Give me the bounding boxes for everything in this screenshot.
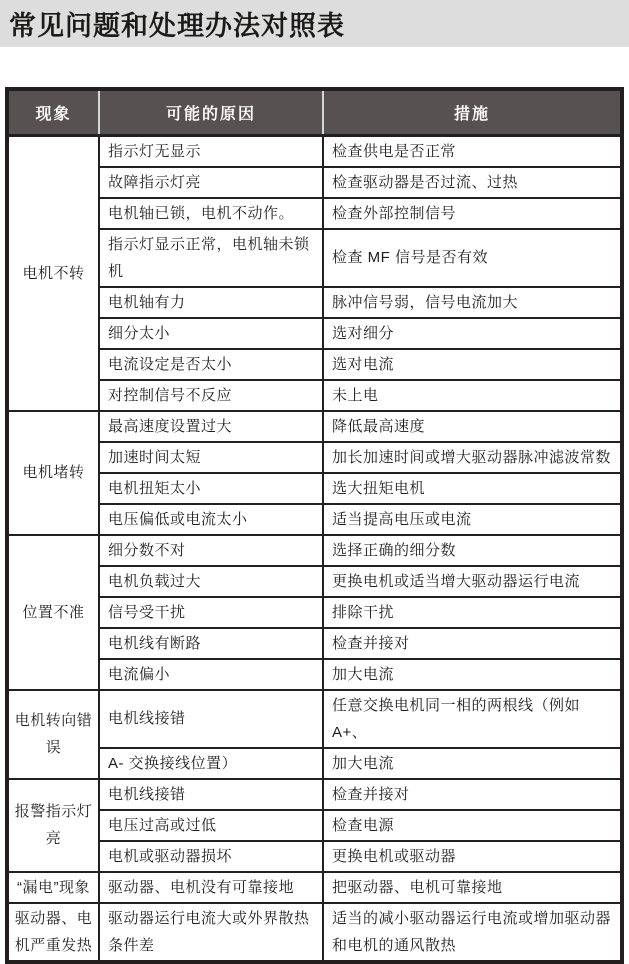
cause-cell: 驱动器运行电流大或外界散热条件差 [99, 903, 323, 962]
cause-cell: 电机负载过大 [99, 566, 323, 597]
table-row [7, 167, 622, 198]
action-cell: 降低最高速度 [323, 411, 622, 442]
table-row [7, 810, 622, 841]
phenomenon-group [7, 135, 622, 411]
table-row [7, 841, 622, 872]
action-cell: 检查供电是否正常 [323, 135, 622, 167]
cause-cell: 电机线接错 [99, 690, 323, 748]
action-cell: 检查驱动器是否过流、过热 [323, 167, 622, 198]
cause-cell: 电机或驱动器损坏 [99, 841, 323, 872]
table-row [7, 690, 622, 748]
cause-cell: 电流设定是否太小 [99, 349, 323, 380]
action-cell: 检查外部控制信号 [323, 198, 622, 229]
table-row [7, 748, 622, 779]
action-cell: 选大扭矩电机 [323, 473, 622, 504]
action-cell: 把驱动器、电机可靠接地 [323, 872, 622, 903]
column-header-phenomenon: 现象 [7, 89, 99, 135]
table-row [7, 504, 622, 535]
table-row [7, 872, 622, 903]
table-header-row [7, 89, 622, 135]
action-cell: 未上电 [323, 380, 622, 411]
action-cell: 脉冲信号弱，信号电流加大 [323, 287, 622, 318]
action-cell: 适当提高电压或电流 [323, 504, 622, 535]
action-cell: 更换电机或适当增大驱动器运行电流 [323, 566, 622, 597]
table-row [7, 349, 622, 380]
phenomenon-cell: 驱动器、电机严重发热 [7, 903, 99, 962]
page-title: 常见问题和处理办法对照表 [0, 0, 629, 47]
action-cell: 任意交换电机同一相的两根线（例如 A+、 [323, 690, 622, 748]
cause-cell: 电流偏小 [99, 659, 323, 690]
cause-cell: 信号受干扰 [99, 597, 323, 628]
phenomenon-cell: 电机堵转 [7, 411, 99, 535]
phenomenon-cell: 电机不转 [7, 135, 99, 411]
cause-cell: 电机扭矩太小 [99, 473, 323, 504]
cause-cell: 对控制信号不反应 [99, 380, 323, 411]
action-cell: 检查 MF 信号是否有效 [323, 229, 622, 287]
table-row [7, 628, 622, 659]
phenomenon-cell: 报警指示灯亮 [7, 779, 99, 872]
action-cell: 加大电流 [323, 748, 622, 779]
cause-cell: 细分数不对 [99, 535, 323, 566]
action-cell: 排除干扰 [323, 597, 622, 628]
table-row [7, 411, 622, 442]
column-header-cause: 可能的原因 [99, 89, 323, 135]
cause-cell: 指示灯显示正常，电机轴未锁机 [99, 229, 323, 287]
table-row [7, 566, 622, 597]
action-cell: 适当的减小驱动器运行电流或增加驱动器和电机的通风散热 [323, 903, 622, 962]
table-row [7, 473, 622, 504]
column-header-action: 措施 [323, 89, 622, 135]
cause-cell: 电机轴已锁，电机不动作。 [99, 198, 323, 229]
table-row [7, 903, 622, 962]
cause-cell: 电压偏低或电流太小 [99, 504, 323, 535]
cause-cell: 电压过高或过低 [99, 810, 323, 841]
cause-cell: 驱动器、电机没有可靠接地 [99, 872, 323, 903]
table-row [7, 135, 622, 167]
table-row [7, 659, 622, 690]
phenomenon-group [7, 690, 622, 779]
phenomenon-cell: “漏电”现象 [7, 872, 99, 903]
action-cell: 加大电流 [323, 659, 622, 690]
table-row [7, 198, 622, 229]
cause-cell: 电机轴有力 [99, 287, 323, 318]
table-row [7, 442, 622, 473]
phenomenon-group [7, 903, 622, 962]
phenomenon-cell: 位置不准 [7, 535, 99, 690]
action-cell: 检查并接对 [323, 779, 622, 810]
action-cell: 选择正确的细分数 [323, 535, 622, 566]
cause-cell: 加速时间太短 [99, 442, 323, 473]
phenomenon-cell: 电机转向错误 [7, 690, 99, 779]
table-row [7, 287, 622, 318]
action-cell: 加长加速时间或增大驱动器脉冲滤波常数 [323, 442, 622, 473]
table-row [7, 535, 622, 566]
table-row [7, 779, 622, 810]
cause-cell: 指示灯无显示 [99, 135, 323, 167]
table-row [7, 229, 622, 287]
table-row [7, 380, 622, 411]
troubleshooting-table [5, 87, 624, 964]
action-cell: 检查并接对 [323, 628, 622, 659]
phenomenon-group [7, 535, 622, 690]
cause-cell: 最高速度设置过大 [99, 411, 323, 442]
phenomenon-group [7, 779, 622, 872]
cause-cell: 电机线有断路 [99, 628, 323, 659]
cause-cell: 电机线接错 [99, 779, 323, 810]
action-cell: 选对电流 [323, 349, 622, 380]
cause-cell: 故障指示灯亮 [99, 167, 323, 198]
action-cell: 检查电源 [323, 810, 622, 841]
table-row [7, 597, 622, 628]
table-row [7, 318, 622, 349]
action-cell: 选对细分 [323, 318, 622, 349]
cause-cell: 细分太小 [99, 318, 323, 349]
action-cell: 更换电机或驱动器 [323, 841, 622, 872]
cause-cell: A- 交换接线位置） [99, 748, 323, 779]
phenomenon-group [7, 872, 622, 903]
phenomenon-group [7, 411, 622, 535]
